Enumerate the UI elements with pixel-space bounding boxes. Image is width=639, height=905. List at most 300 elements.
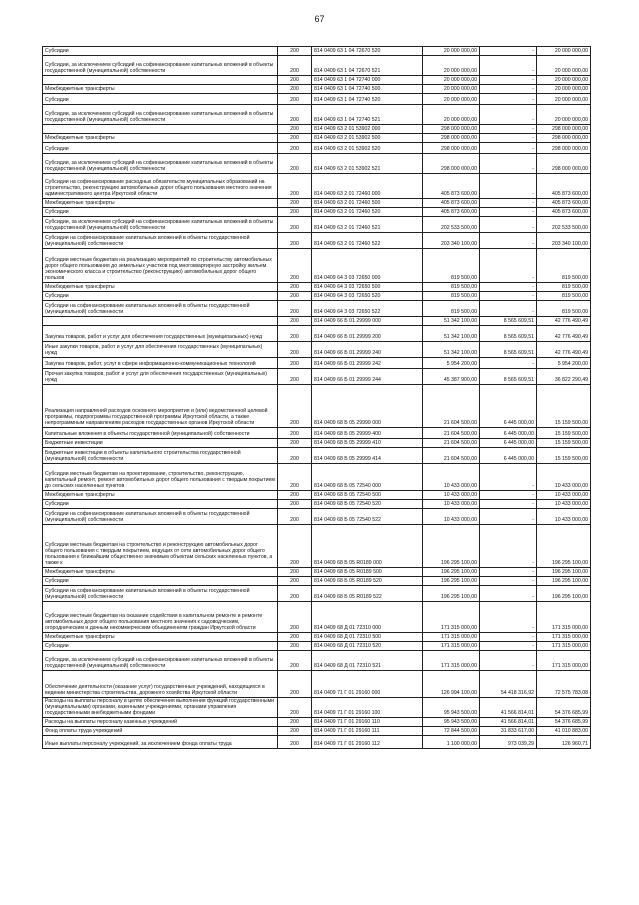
row-amount-executed: -: [480, 283, 537, 292]
row-amount-executed: -: [480, 143, 537, 154]
row-amount-approved: 203 340 100,00: [423, 233, 480, 249]
table-row: [43, 233, 591, 249]
row-amount-remaining: 203 340 100,00: [537, 233, 591, 249]
row-amount-executed: 8 565 609,51: [480, 317, 537, 326]
row-amount-executed: -: [480, 358, 537, 369]
row-code: 200: [278, 491, 312, 500]
row-name: Субсидии местным бюджетам на строительство и реконструкцию автомобильных дорог общего пользования с твердым покрытием, ведущих от сети автомобильных дорог общего пользования к ближайшим общественно значимым объектам сельских населенных пунктов, а также к: [43, 525, 278, 568]
row-amount-remaining: 405 873 600,00: [537, 208, 591, 217]
row-classification-code: 814 0409 68 Б 05 72540 520: [312, 500, 423, 509]
row-amount-approved: 819 500,00: [423, 249, 480, 283]
row-amount-remaining: 171 315 000,00: [537, 602, 591, 633]
row-code: 200: [278, 134, 312, 143]
row-name: Субсидии: [43, 94, 278, 105]
row-classification-code: 814 0409 68 Б 05 29999 000: [312, 385, 423, 428]
row-classification-code: 814 0409 66 Б 01 29999 244: [312, 369, 423, 385]
row-name: Бюджетные инвестиции в объекты капитального строительства государственной (муниципальной) собственности: [43, 448, 278, 464]
row-name: Субсидии на софинансирование капитальных вложений в объекты государственной (муниципальной) собственности: [43, 586, 278, 602]
row-classification-code: 814 0409 71 Г 01 29160 000: [312, 671, 423, 698]
row-name: Расходы на выплаты персоналу в целях обеспечения выполнения функций государственными (муниципальными) органами, казенными учреждениями, органами управления государственными внебюджетными фондами: [43, 698, 278, 718]
row-amount-approved: 405 873 600,00: [423, 208, 480, 217]
row-name: Обеспечение деятельности (оказание услуг) государственных учреждений, находящихся в ведении министерства строительства, дорожного хозяйства Иркутской области: [43, 671, 278, 698]
table-row: [43, 385, 591, 428]
row-amount-approved: 20 000 000,00: [423, 56, 480, 76]
row-amount-executed: -: [480, 174, 537, 199]
row-amount-approved: 10 433 000,00: [423, 464, 480, 491]
row-code: 200: [278, 736, 312, 749]
row-classification-code: 814 0409 66 Б 01 29999 242: [312, 358, 423, 369]
row-code: 200: [278, 602, 312, 633]
table-row: [43, 509, 591, 525]
row-amount-approved: 20 000 000,00: [423, 94, 480, 105]
table-row: [43, 85, 591, 94]
row-name: Межбюджетные трансферты: [43, 199, 278, 208]
row-amount-executed: 31 833 617,00: [480, 727, 537, 736]
row-amount-remaining: 15 159 500,00: [537, 439, 591, 448]
row-name: Субсидии на софинансирование капитальных вложений в объекты государственной (муниципальной) собственности: [43, 233, 278, 249]
row-amount-remaining: 15 159 500,00: [537, 428, 591, 439]
row-amount-approved: 171 315 000,00: [423, 633, 480, 642]
table-row: [43, 428, 591, 439]
row-amount-executed: -: [480, 56, 537, 76]
row-amount-approved: 171 315 000,00: [423, 642, 480, 651]
table-row: [43, 491, 591, 500]
row-amount-approved: 405 873 600,00: [423, 199, 480, 208]
table-row: [43, 47, 591, 56]
row-classification-code: 814 0409 63 1 04 72740 000: [312, 76, 423, 85]
row-amount-approved: 196 295 100,00: [423, 525, 480, 568]
row-amount-approved: 51 342 100,00: [423, 326, 480, 342]
row-code: 200: [278, 105, 312, 125]
row-code: 200: [278, 233, 312, 249]
row-classification-code: 814 0409 68 Б 05 29999 414: [312, 448, 423, 464]
row-name: Субсидии на софинансирование капитальных вложений в объекты государственной (муниципальной) собственности: [43, 509, 278, 525]
row-code: 200: [278, 525, 312, 568]
row-amount-approved: 819 500,00: [423, 283, 480, 292]
row-amount-executed: 6 445 000,00: [480, 385, 537, 428]
row-amount-remaining: 171 315 000,00: [537, 633, 591, 642]
row-amount-remaining: 36 822 290,49: [537, 369, 591, 385]
row-amount-executed: 973 039,29: [480, 736, 537, 749]
table-row: [43, 602, 591, 633]
row-classification-code: 814 0409 68 Б 05 72540 500: [312, 491, 423, 500]
row-amount-executed: -: [480, 208, 537, 217]
row-amount-executed: -: [480, 500, 537, 509]
row-amount-remaining: 54 376 685,99: [537, 718, 591, 727]
row-amount-remaining: 196 295 100,00: [537, 586, 591, 602]
row-amount-approved: 298 000 000,00: [423, 143, 480, 154]
row-code: 200: [278, 439, 312, 448]
table-row: [43, 342, 591, 358]
row-amount-remaining: 196 295 100,00: [537, 525, 591, 568]
row-amount-executed: 8 565 609,51: [480, 342, 537, 358]
row-amount-remaining: 298 000 000,00: [537, 134, 591, 143]
row-amount-approved: 196 295 100,00: [423, 568, 480, 577]
row-amount-remaining: 126 960,71: [537, 736, 591, 749]
row-classification-code: 814 0409 71 Г 01 29160 112: [312, 736, 423, 749]
row-amount-executed: -: [480, 491, 537, 500]
row-code: 200: [278, 568, 312, 577]
row-name: Межбюджетные трансферты: [43, 568, 278, 577]
row-amount-remaining: 20 000 000,00: [537, 76, 591, 85]
row-amount-executed: -: [480, 94, 537, 105]
row-code: 200: [278, 642, 312, 651]
row-amount-remaining: 171 315 000,00: [537, 651, 591, 671]
row-amount-remaining: 5 954 200,00: [537, 358, 591, 369]
row-code: 200: [278, 448, 312, 464]
row-name: Межбюджетные трансферты: [43, 283, 278, 292]
row-classification-code: 814 0409 68 Б 05 R0189 000: [312, 525, 423, 568]
row-amount-remaining: 72 575 783,08: [537, 671, 591, 698]
row-amount-approved: 21 604 500,00: [423, 448, 480, 464]
row-amount-executed: -: [480, 509, 537, 525]
table-row: [43, 651, 591, 671]
row-classification-code: 814 0409 63 2 01 72460 500: [312, 199, 423, 208]
row-code: 200: [278, 249, 312, 283]
row-amount-approved: 298 000 000,00: [423, 154, 480, 174]
row-classification-code: 814 0409 63 1 04 72740 521: [312, 105, 423, 125]
row-amount-approved: 21 604 500,00: [423, 385, 480, 428]
row-classification-code: 814 0409 63 2 01 53902 521: [312, 154, 423, 174]
row-name: Субсидии, за исключением субсидий на софинансирование капитальных вложений в объекты государственной (муниципальной) собственности: [43, 651, 278, 671]
row-code: 200: [278, 301, 312, 317]
table-row: [43, 134, 591, 143]
row-amount-executed: -: [480, 301, 537, 317]
row-amount-executed: -: [480, 651, 537, 671]
row-amount-executed: -: [480, 602, 537, 633]
row-amount-remaining: 819 500,00: [537, 249, 591, 283]
row-classification-code: 814 0409 68 Б 05 72540 000: [312, 464, 423, 491]
row-amount-approved: 10 433 000,00: [423, 491, 480, 500]
row-amount-approved: 20 000 000,00: [423, 105, 480, 125]
row-code: 200: [278, 577, 312, 586]
row-name: Фонд оплаты труда учреждений: [43, 727, 278, 736]
row-classification-code: 814 0409 68 Б 05 29999 400: [312, 428, 423, 439]
row-name: [43, 125, 278, 134]
row-code: 200: [278, 671, 312, 698]
table-row: [43, 500, 591, 509]
row-classification-code: 814 0409 63 2 01 53902 520: [312, 143, 423, 154]
row-amount-remaining: 405 873 600,00: [537, 174, 591, 199]
row-classification-code: 814 0409 63 2 01 72460 522: [312, 233, 423, 249]
table-row: [43, 698, 591, 718]
row-amount-approved: 298 000 000,00: [423, 125, 480, 134]
row-code: 200: [278, 651, 312, 671]
row-amount-approved: 5 954 200,00: [423, 358, 480, 369]
table-row: [43, 358, 591, 369]
row-amount-remaining: 819 500,00: [537, 301, 591, 317]
table-row: [43, 143, 591, 154]
row-amount-approved: 819 500,00: [423, 292, 480, 301]
row-classification-code: 814 0409 68 Д 01 72310 520: [312, 642, 423, 651]
row-name: Закупка товаров, работ, услуг в сфере информационно-коммуникационных технологий: [43, 358, 278, 369]
row-code: 200: [278, 727, 312, 736]
row-amount-remaining: 20 000 000,00: [537, 56, 591, 76]
row-classification-code: 814 0409 63 2 01 72460 521: [312, 217, 423, 233]
row-classification-code: 814 0409 66 Б 01 29999 240: [312, 342, 423, 358]
row-amount-remaining: 10 433 000,00: [537, 509, 591, 525]
row-classification-code: 814 0409 63 1 04 72740 520: [312, 94, 423, 105]
table-row: [43, 439, 591, 448]
row-amount-executed: -: [480, 633, 537, 642]
row-amount-executed: -: [480, 154, 537, 174]
budget-table-body: [43, 47, 591, 749]
row-code: 200: [278, 326, 312, 342]
row-amount-executed: -: [480, 586, 537, 602]
row-amount-remaining: 819 500,00: [537, 283, 591, 292]
row-code: 200: [278, 143, 312, 154]
row-code: 200: [278, 342, 312, 358]
row-code: 200: [278, 208, 312, 217]
row-amount-remaining: 42 776 490,49: [537, 342, 591, 358]
row-name: Капитальные вложения в объекты государственной (муниципальной) собственности: [43, 428, 278, 439]
row-amount-remaining: 41 010 883,00: [537, 727, 591, 736]
row-name: Субсидии: [43, 500, 278, 509]
row-code: 200: [278, 56, 312, 76]
row-name: Субсидии местным бюджетам на проектирование, строительство, реконструкцию, капитальный ремонт, ремонт автомобильных дорог общего пользования с твердым покрытием до сельских населенных пунктов: [43, 464, 278, 491]
row-name: Прочая закупка товаров, работ и услуг для обеспечения государственных (муниципальных) нужд: [43, 369, 278, 385]
table-row: [43, 317, 591, 326]
row-amount-executed: -: [480, 47, 537, 56]
row-classification-code: 814 0409 68 Б 05 72540 522: [312, 509, 423, 525]
row-code: 200: [278, 125, 312, 134]
row-amount-approved: 95 943 500,00: [423, 718, 480, 727]
row-name: Межбюджетные трансферты: [43, 633, 278, 642]
row-amount-approved: 126 994 100,00: [423, 671, 480, 698]
row-amount-executed: -: [480, 105, 537, 125]
row-code: 200: [278, 509, 312, 525]
row-classification-code: 814 0409 71 Г 01 29160 100: [312, 698, 423, 718]
table-row: [43, 448, 591, 464]
row-amount-approved: 10 433 000,00: [423, 509, 480, 525]
row-classification-code: 814 0409 63 1 04 72670 521: [312, 56, 423, 76]
row-amount-remaining: 196 295 100,00: [537, 577, 591, 586]
row-name: Иные закупки товаров, работ и услуг для обеспечения государственных (муниципальных) нужд: [43, 342, 278, 358]
row-classification-code: 814 0409 71 Г 01 29160 110: [312, 718, 423, 727]
row-classification-code: 814 0409 68 Д 01 72310 500: [312, 633, 423, 642]
row-classification-code: 814 0409 64 3 03 72650 520: [312, 292, 423, 301]
row-amount-remaining: 15 159 500,00: [537, 385, 591, 428]
row-amount-remaining: 42 776 490,49: [537, 317, 591, 326]
table-row: [43, 94, 591, 105]
row-classification-code: 814 0409 64 3 03 72650 000: [312, 249, 423, 283]
row-code: 200: [278, 718, 312, 727]
row-amount-executed: -: [480, 76, 537, 85]
row-classification-code: 814 0409 66 Б 01 29999 200: [312, 326, 423, 342]
row-amount-approved: 202 533 500,00: [423, 217, 480, 233]
row-classification-code: 814 0409 68 Б 05 R0189 520: [312, 577, 423, 586]
table-row: [43, 577, 591, 586]
row-amount-remaining: 10 433 000,00: [537, 464, 591, 491]
row-amount-executed: -: [480, 464, 537, 491]
table-row: [43, 105, 591, 125]
row-amount-remaining: 202 533 500,00: [537, 217, 591, 233]
row-code: 200: [278, 500, 312, 509]
row-name: Субсидии местным бюджетам на оказание содействия в капитальном ремонте и ремонте автомобильных дорог общего пользования местного значения к садоводческим, огородническим и дачным некоммерческим объединениям граждан Иркутской области: [43, 602, 278, 633]
row-name: Субсидии, за исключением субсидий на софинансирование капитальных вложений в объекты государственной (муниципальной) собственности: [43, 154, 278, 174]
row-code: 200: [278, 369, 312, 385]
row-amount-executed: -: [480, 577, 537, 586]
table-row: [43, 671, 591, 698]
table-row: [43, 217, 591, 233]
row-code: 200: [278, 586, 312, 602]
row-amount-executed: -: [480, 125, 537, 134]
row-name: Субсидии, за исключением субсидий на софинансирование капитальных вложений в объекты государственной (муниципальной) собственности: [43, 105, 278, 125]
row-amount-remaining: 171 315 000,00: [537, 642, 591, 651]
row-code: 200: [278, 633, 312, 642]
row-name: Субсидии местным бюджетам на реализацию мероприятий по строительству автомобильных дорог общего пользования до земельных участков под многоквартирную застройку жильем экономического класса и строительство (реконструкцию) автомобильных дорог общего пользов: [43, 249, 278, 283]
row-code: 200: [278, 154, 312, 174]
row-amount-approved: 171 315 000,00: [423, 651, 480, 671]
table-row: [43, 568, 591, 577]
row-classification-code: 814 0409 64 3 03 72650 500: [312, 283, 423, 292]
table-row: [43, 326, 591, 342]
row-amount-executed: 54 418 316,92: [480, 671, 537, 698]
table-row: [43, 727, 591, 736]
row-name: Межбюджетные трансферты: [43, 491, 278, 500]
row-amount-remaining: 196 295 100,00: [537, 568, 591, 577]
row-amount-executed: -: [480, 233, 537, 249]
row-amount-remaining: 20 000 000,00: [537, 105, 591, 125]
table-row: [43, 76, 591, 85]
table-row: [43, 736, 591, 749]
row-amount-remaining: 20 000 000,00: [537, 47, 591, 56]
row-code: 200: [278, 428, 312, 439]
row-classification-code: 814 0409 68 Б 05 R0189 500: [312, 568, 423, 577]
row-name: Субсидии на софинансирование капитальных вложений в объекты государственной (муниципальной) собственности: [43, 301, 278, 317]
row-name: Закупка товаров, работ и услуг для обеспечения государственных (муниципальных) нужд: [43, 326, 278, 342]
row-amount-executed: 6 445 000,00: [480, 439, 537, 448]
row-amount-executed: 8 565 609,51: [480, 326, 537, 342]
row-amount-approved: 51 342 100,00: [423, 317, 480, 326]
row-name: Субсидии: [43, 642, 278, 651]
row-code: 200: [278, 292, 312, 301]
page-number: 67: [314, 14, 325, 24]
table-row: [43, 464, 591, 491]
row-amount-approved: 72 844 500,00: [423, 727, 480, 736]
row-name: Реализация направлений расходов основного мероприятия и (или) ведомственной целевой программы, подпрограммы государственной программы Иркутской области, а также непрограммным направлениям расходов государственных органов Иркутской области: [43, 385, 278, 428]
row-amount-remaining: 42 776 490,49: [537, 326, 591, 342]
row-amount-approved: 51 342 100,00: [423, 342, 480, 358]
row-code: 200: [278, 385, 312, 428]
row-amount-executed: -: [480, 292, 537, 301]
row-code: 200: [278, 199, 312, 208]
row-name: Субсидии: [43, 292, 278, 301]
row-classification-code: 814 0409 68 Д 01 72310 000: [312, 602, 423, 633]
row-name: Субсидии: [43, 47, 278, 56]
row-amount-approved: 20 000 000,00: [423, 85, 480, 94]
row-amount-executed: 8 565 609,51: [480, 369, 537, 385]
row-amount-executed: -: [480, 217, 537, 233]
row-code: 200: [278, 76, 312, 85]
row-amount-approved: 21 604 500,00: [423, 439, 480, 448]
row-amount-executed: -: [480, 134, 537, 143]
table-row: [43, 292, 591, 301]
row-amount-approved: 21 604 500,00: [423, 428, 480, 439]
row-amount-remaining: 298 000 000,00: [537, 143, 591, 154]
row-amount-executed: 41 566 814,01: [480, 718, 537, 727]
table-row: [43, 369, 591, 385]
table-row: [43, 174, 591, 199]
row-name: Субсидии: [43, 208, 278, 217]
row-amount-approved: 171 315 000,00: [423, 602, 480, 633]
row-classification-code: 814 0409 63 2 01 72460 520: [312, 208, 423, 217]
table-row: [43, 633, 591, 642]
row-amount-remaining: 10 433 000,00: [537, 500, 591, 509]
row-name: Субсидии, за исключением субсидий на софинансирование капитальных вложений в объекты государственной (муниципальной) собственности: [43, 56, 278, 76]
row-code: 200: [278, 317, 312, 326]
row-code: 200: [278, 94, 312, 105]
table-row: [43, 283, 591, 292]
row-code: 200: [278, 47, 312, 56]
row-amount-approved: 298 000 000,00: [423, 134, 480, 143]
row-amount-approved: 196 295 100,00: [423, 586, 480, 602]
row-amount-remaining: 298 000 000,00: [537, 125, 591, 134]
table-row: [43, 199, 591, 208]
row-name: Расходы на выплаты персоналу казенных учреждений: [43, 718, 278, 727]
row-classification-code: 814 0409 68 Б 05 29999 410: [312, 439, 423, 448]
row-amount-executed: -: [480, 525, 537, 568]
row-classification-code: 814 0409 63 2 01 53902 500: [312, 134, 423, 143]
table-row: [43, 301, 591, 317]
table-row: [43, 56, 591, 76]
row-amount-approved: 95 943 500,00: [423, 698, 480, 718]
row-classification-code: 814 0409 68 Б 05 R0189 522: [312, 586, 423, 602]
row-name: [43, 317, 278, 326]
row-amount-remaining: 54 376 685,99: [537, 698, 591, 718]
row-amount-approved: 10 433 000,00: [423, 500, 480, 509]
table-row: [43, 125, 591, 134]
row-name: Межбюджетные трансферты: [43, 85, 278, 94]
row-code: 200: [278, 85, 312, 94]
row-name: Субсидии на софинансирование расходных обязательств муниципальных образований на строительство, реконструкцию автомобильных дорог общего пользования местного значения административного центра Иркутской области: [43, 174, 278, 199]
table-row: [43, 154, 591, 174]
row-code: 200: [278, 358, 312, 369]
row-amount-remaining: 298 000 000,00: [537, 154, 591, 174]
table-row: [43, 586, 591, 602]
row-classification-code: 814 0409 63 1 04 72740 500: [312, 85, 423, 94]
row-code: 200: [278, 283, 312, 292]
row-amount-remaining: 20 000 000,00: [537, 85, 591, 94]
row-classification-code: 814 0409 71 Г 01 29160 111: [312, 727, 423, 736]
row-classification-code: 814 0409 63 1 04 72670 520: [312, 47, 423, 56]
table-row: [43, 208, 591, 217]
row-classification-code: 814 0409 63 2 01 72460 000: [312, 174, 423, 199]
row-amount-approved: 20 000 000,00: [423, 47, 480, 56]
row-name: Иные выплаты персоналу учреждений, за исключением фонда оплаты труда: [43, 736, 278, 749]
row-amount-executed: 6 445 000,00: [480, 428, 537, 439]
row-amount-executed: -: [480, 568, 537, 577]
row-amount-remaining: 10 433 000,00: [537, 491, 591, 500]
row-amount-approved: 45 387 900,00: [423, 369, 480, 385]
row-amount-executed: 6 445 000,00: [480, 448, 537, 464]
table-row: [43, 525, 591, 568]
row-amount-approved: 196 295 100,00: [423, 577, 480, 586]
row-name: Межбюджетные трансферты: [43, 134, 278, 143]
table-row: [43, 718, 591, 727]
row-amount-approved: 20 000 000,00: [423, 76, 480, 85]
row-code: 200: [278, 217, 312, 233]
row-classification-code: 814 0409 68 Д 01 72310 521: [312, 651, 423, 671]
budget-table: [42, 46, 591, 749]
row-amount-remaining: 819 500,00: [537, 292, 591, 301]
row-classification-code: 814 0409 63 2 01 53902 000: [312, 125, 423, 134]
row-amount-approved: 1 100 000,00: [423, 736, 480, 749]
table-row: [43, 249, 591, 283]
row-name: Субсидии, за исключением субсидий на софинансирование капитальных вложений в объекты государственной (муниципальной) собственности: [43, 217, 278, 233]
row-amount-remaining: 20 000 000,00: [537, 94, 591, 105]
row-amount-executed: -: [480, 85, 537, 94]
